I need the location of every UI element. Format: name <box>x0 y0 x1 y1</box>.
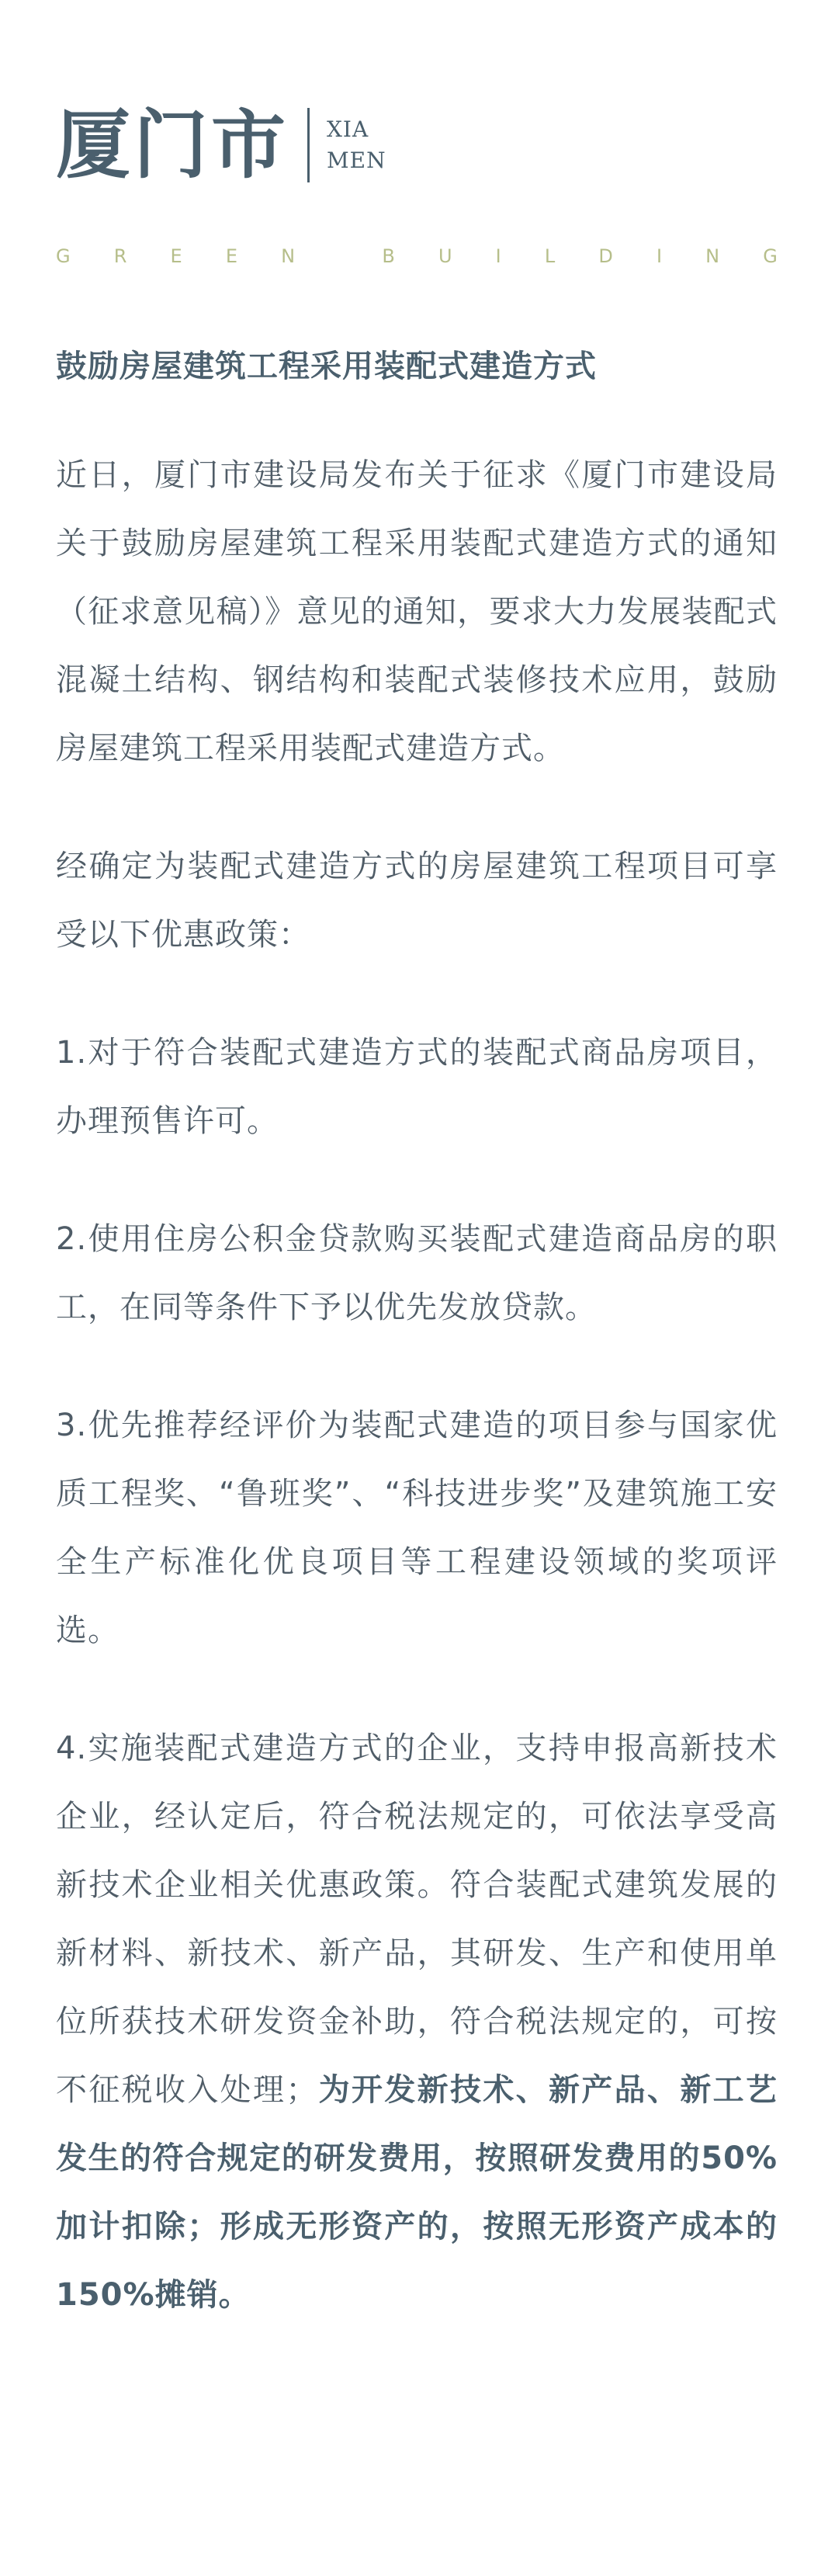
tagline-letter: N <box>705 245 720 267</box>
paragraph-text: 2.使用住房公积金贷款购买装配式建造商品房的职工，在同等条件下予以优先发放贷款。 <box>56 1221 778 1325</box>
tagline-letter: D <box>598 245 613 267</box>
paragraph-text: 4.实施装配式建造方式的企业，支持申报高新技术企业，经认定后，符合税法规定的，可依法享受高新技术企业相关优惠政策。符合装配式建筑发展的新材料、新技术、新产品，其研发、生产和使用单位所获技术研发资金补助，符合税法规定的，可按不征税收入处理； <box>56 1731 778 2108</box>
tagline-letter: I <box>495 245 501 267</box>
tagline-letter: E <box>170 245 182 267</box>
paragraph-text: 1.对于符合装配式建造方式的装配式商品房项目，办理预售许可。 <box>56 1035 778 1139</box>
green-building-tagline <box>56 245 778 267</box>
tagline-letter: N <box>281 245 296 267</box>
tagline-letter: I <box>656 245 663 267</box>
paragraph-policy-2 <box>56 1205 778 1342</box>
tagline-letter: U <box>438 245 452 267</box>
article-body <box>56 441 778 2379</box>
tagline-letter: B <box>382 245 395 267</box>
paragraph-text: 近日，厦门市建设局发布关于征求《厦门市建设局关于鼓励房屋建筑工程采用装配式建造方式的通知（征求意见稿）》意见的通知，要求大力发展装配式混凝土结构、钢结构和装配式装修技术应用，鼓励房屋建筑工程采用装配式建造方式。 <box>56 457 778 766</box>
paragraph-intro <box>56 441 778 783</box>
city-name-en-line2: MEN <box>327 148 386 173</box>
tagline-letter: R <box>113 245 127 267</box>
tagline-letter: E <box>225 245 238 267</box>
paragraph-policy-3 <box>56 1391 778 1665</box>
tagline-letter: G <box>56 245 71 267</box>
paragraph-text: 3.优先推荐经评价为装配式建造的项目参与国家优质工程奖、“鲁班奖”、“科技进步奖”及建筑施工安全生产标准化优良项目等工程建设领域的奖项评选。 <box>56 1408 778 1648</box>
city-name-en-line1: XIA <box>327 116 369 142</box>
city-brand <box>56 99 386 191</box>
city-name-cn: 厦门市 <box>56 101 289 189</box>
tagline-letter: G <box>763 245 778 267</box>
paragraph-policies-lead <box>56 832 778 969</box>
brand-divider <box>307 108 310 182</box>
city-name-en <box>327 114 386 176</box>
paragraph-policy-4 <box>56 1714 778 2329</box>
paragraph-text: 经确定为装配式建造方式的房屋建筑工程项目可享受以下优惠政策： <box>56 849 778 953</box>
paragraph-policy-1 <box>56 1019 778 1155</box>
paragraph-bold-text: 为开发新技术、新产品、新工艺发生的符合规定的研发费用，按照研发费用的50%加计扣除；形成无形资产的，按照无形资产成本的150%摊销。 <box>56 2072 778 2313</box>
tagline-letter: L <box>544 245 556 267</box>
article-title: 鼓励房屋建筑工程采用装配式建造方式 <box>56 349 597 384</box>
